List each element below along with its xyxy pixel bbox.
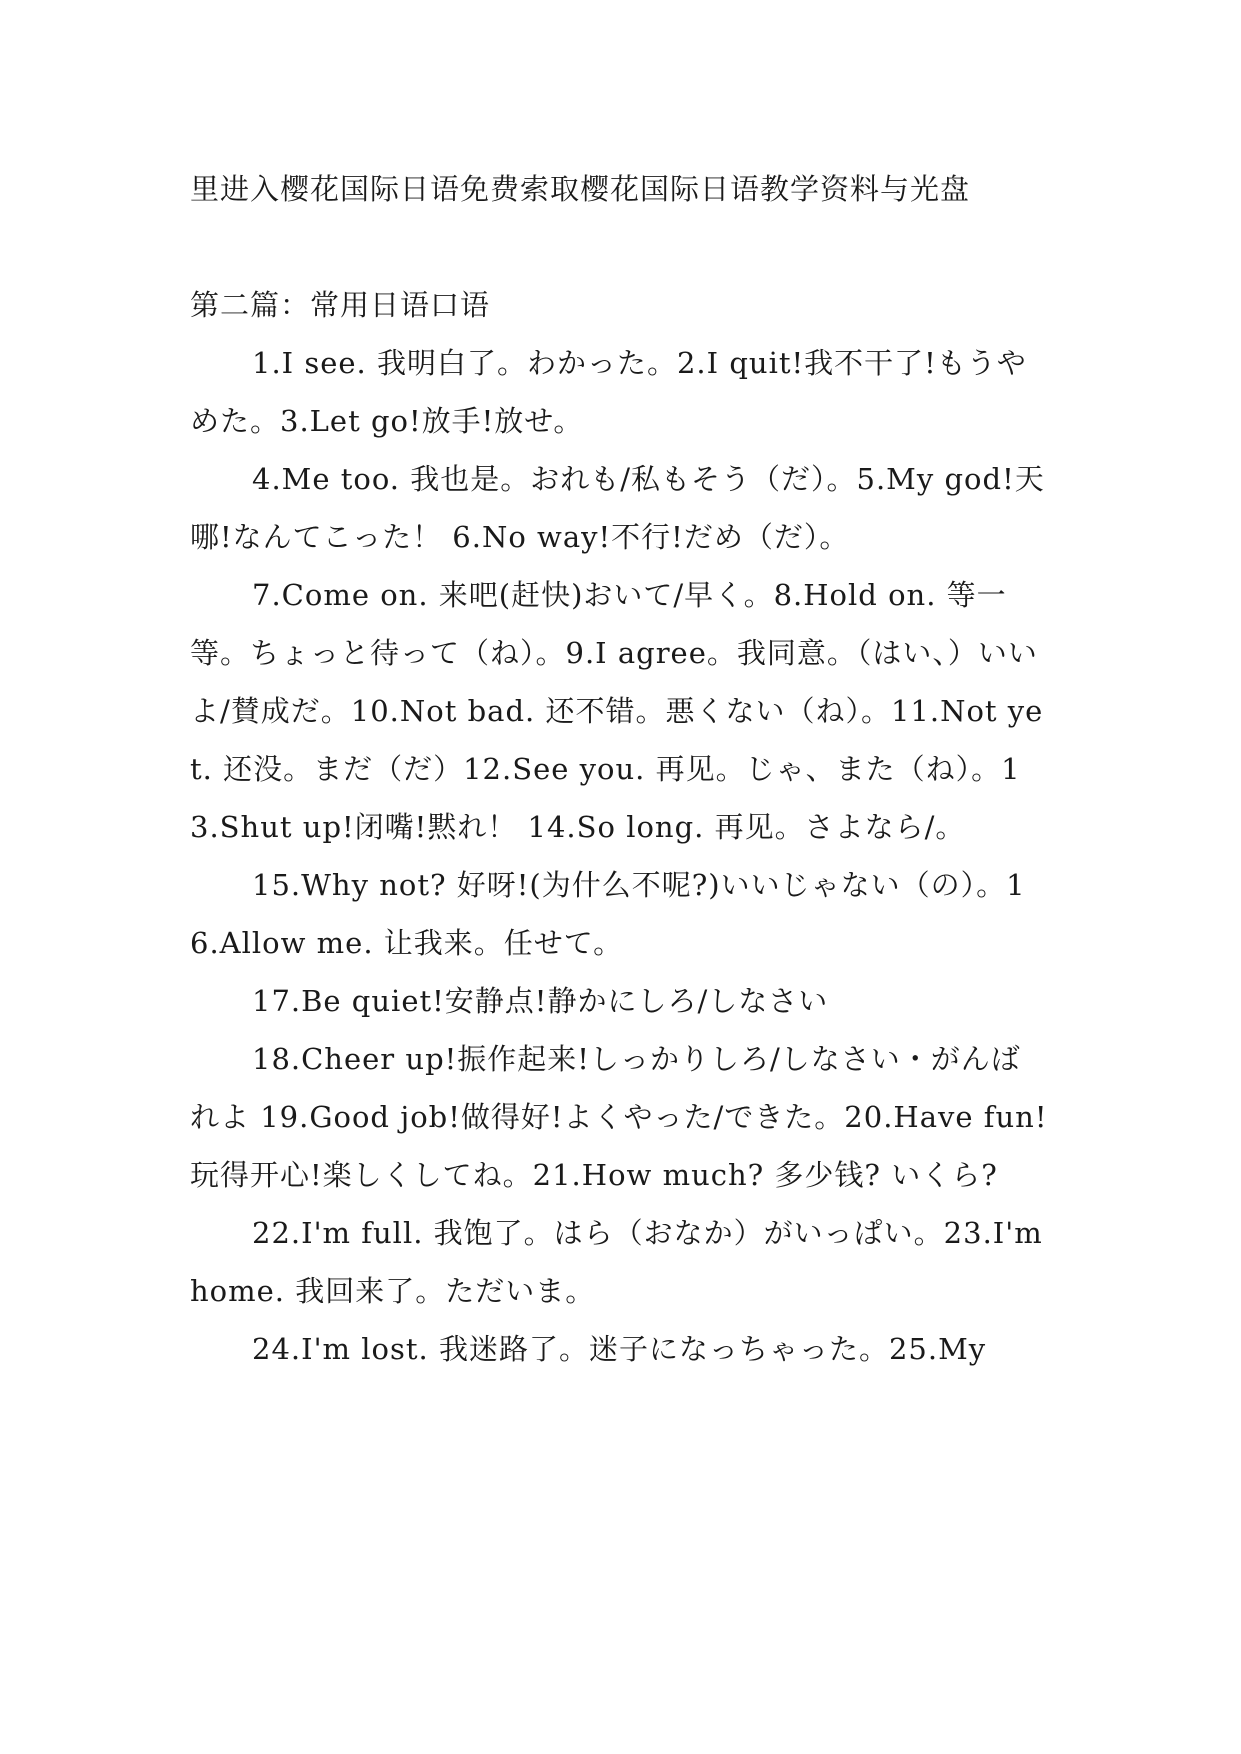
document-page — [190, 160, 1050, 1378]
phrase-paragraph-5: 17.Be quiet!安静点!静かにしろ/しなさい — [252, 984, 829, 1018]
intro-paragraph: 里进入樱花国际日语免费索取樱花国际日语教学资料与光盘 — [190, 172, 971, 206]
phrase-paragraph-2: 4.Me too. 我也是。おれも/私もそう（だ）。5.My god!天哪!なんてこった！ 6.No way!不行!だめ（だ）。 — [190, 462, 1045, 554]
phrase-paragraph-3: 7.Come on. 来吧(赶快)おいて/早く。8.Hold on. 等一等。ちょっと待って（ね）。9.I agree。我同意。（はい、）いいよ/賛成だ。10.Not bad. 还不错。悪くない（ね）。11.Not yet. 还没。まだ（だ）12.See you. 再见。じゃ、また（ね）。13.Shut up!闭嘴!黙れ！ 14.So long. 再见。さよなら/。 — [190, 578, 1044, 844]
phrase-paragraph-7: 22.I'm full. 我饱了。はら（おなか）がいっぱい。23.I'm home. 我回来了。ただいま。 — [190, 1216, 1043, 1308]
phrase-paragraph-4: 15.Why not? 好呀!(为什么不呢?)いいじゃない（の）。16.Allow me. 让我来。任せて。 — [190, 868, 1026, 960]
section-heading: 第二篇：常用日语口语 — [190, 288, 491, 322]
phrase-paragraph-6: 18.Cheer up!振作起来!しっかりしろ/しなさい・がんばれよ 19.Good job!做得好!よくやった/できた。20.Have fun!玩得开心!楽しくしてね。21.How much? 多少钱? いくら? — [190, 1042, 1048, 1192]
phrase-paragraph-8: 24.I'm lost. 我迷路了。迷子になっちゃった。25.My — [252, 1332, 987, 1366]
phrase-paragraph-1: 1.I see. 我明白了。わかった。2.I quit!我不干了!もうやめた。3.Let go!放手!放せ。 — [190, 346, 1027, 438]
